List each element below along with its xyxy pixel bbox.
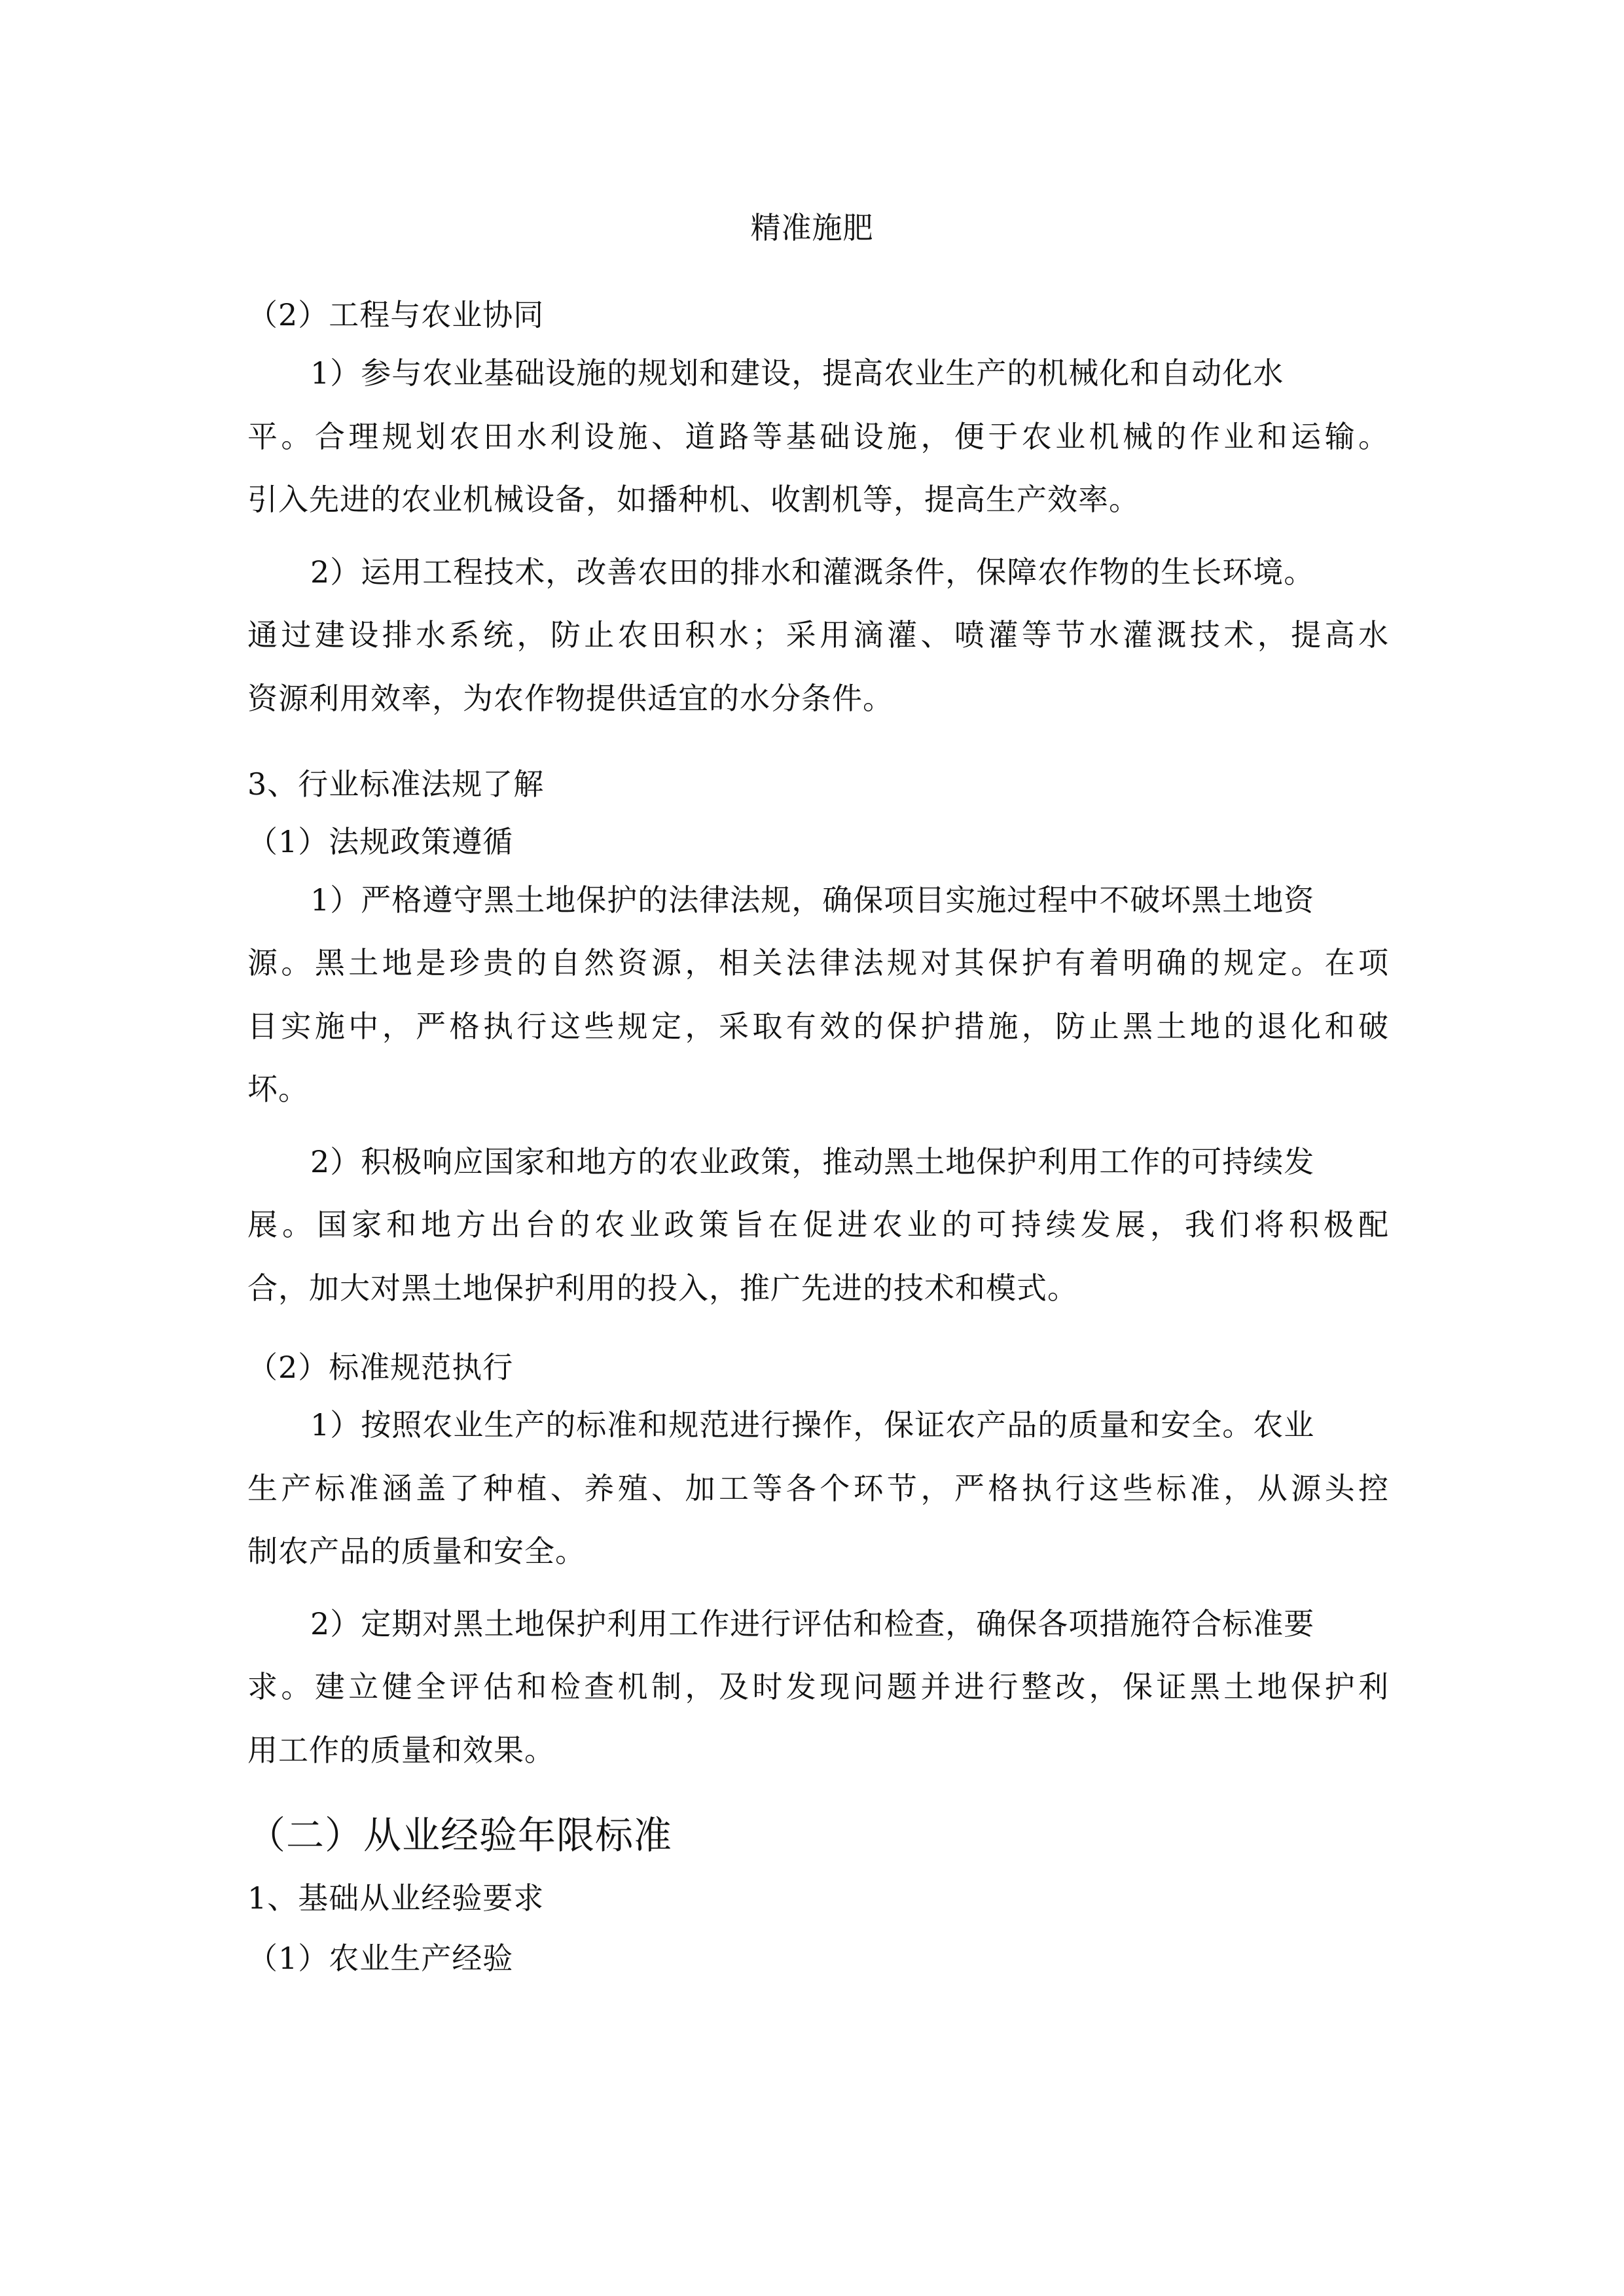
paragraph-line: 合，加大对黑土地保护利用的投入，推广先进的技术和模式。 <box>247 1270 1078 1306</box>
paragraph-line: 展。国家和地方出台的农业政策旨在促进农业的可持续发展，我们将积极配 <box>247 1207 1389 1242</box>
paragraph-line: 目实施中，严格执行这些规定，采取有效的保护措施，防止黑土地的退化和破 <box>247 1009 1389 1044</box>
paragraph-line: 平。合理规划农田水利设施、道路等基础设施，便于农业机械的作业和运输。 <box>247 419 1389 454</box>
section-heading-basic-experience: 1、基础从业经验要求 <box>247 1880 545 1916</box>
paragraph-line: 2）积极响应国家和地方的农业政策，推动黑土地保护利用工作的可持续发 <box>310 1144 1315 1179</box>
paragraph-line: 1）按照农业生产的标准和规范进行操作，保证农产品的质量和安全。农业 <box>310 1407 1315 1443</box>
paragraph-line: 制农产品的质量和安全。 <box>247 1534 586 1569</box>
paragraph-line: 源。黑土地是珍贵的自然资源，相关法律法规对其保护有着明确的规定。在项 <box>247 945 1389 980</box>
paragraph-line: 用工作的质量和效果。 <box>247 1732 555 1768</box>
paragraph-line: 通过建设排水系统，防止农田积水；采用滴灌、喷灌等节水灌溉技术，提高水 <box>247 617 1389 653</box>
paragraph-line: 2）运用工程技术，改善农田的排水和灌溉条件，保障农作物的生长环境。 <box>310 554 1315 590</box>
paragraph-line: 2）定期对黑土地保护利用工作进行评估和检查，确保各项措施符合标准要 <box>310 1606 1315 1641</box>
paragraph-line: 资源利用效率，为农作物提供适宜的水分条件。 <box>247 681 893 716</box>
paragraph-line: 引入先进的农业机械设备，如播种机、收割机等，提高生产效率。 <box>247 482 1140 517</box>
subsection-heading-norms: （2）标准规范执行 <box>247 1350 514 1385</box>
paragraph-line: 求。建立健全评估和检查机制，及时发现问题并进行整改，保证黑土地保护利 <box>247 1669 1389 1704</box>
section-heading-engineering: （2）工程与农业协同 <box>247 297 545 332</box>
subsection-heading-agri-experience: （1）农业生产经验 <box>247 1941 514 1976</box>
paragraph-line: 生产标准涵盖了种植、养殖、加工等各个环节，严格执行这些标准，从源头控 <box>247 1471 1389 1506</box>
section-heading-standards: 3、行业标准法规了解 <box>247 766 545 802</box>
subsection-heading-regulations: （1）法规政策遵循 <box>247 824 514 859</box>
paragraph-line: 坏。 <box>247 1071 309 1107</box>
paragraph-line: 1）参与农业基础设施的规划和建设，提高农业生产的机械化和自动化水 <box>310 355 1284 391</box>
page-title: 精准施肥 <box>750 210 874 245</box>
paragraph-line: 1）严格遵守黑土地保护的法律法规，确保项目实施过程中不破坏黑土地资 <box>310 882 1315 918</box>
part-heading-experience: （二）从业经验年限标准 <box>247 1813 673 1857</box>
